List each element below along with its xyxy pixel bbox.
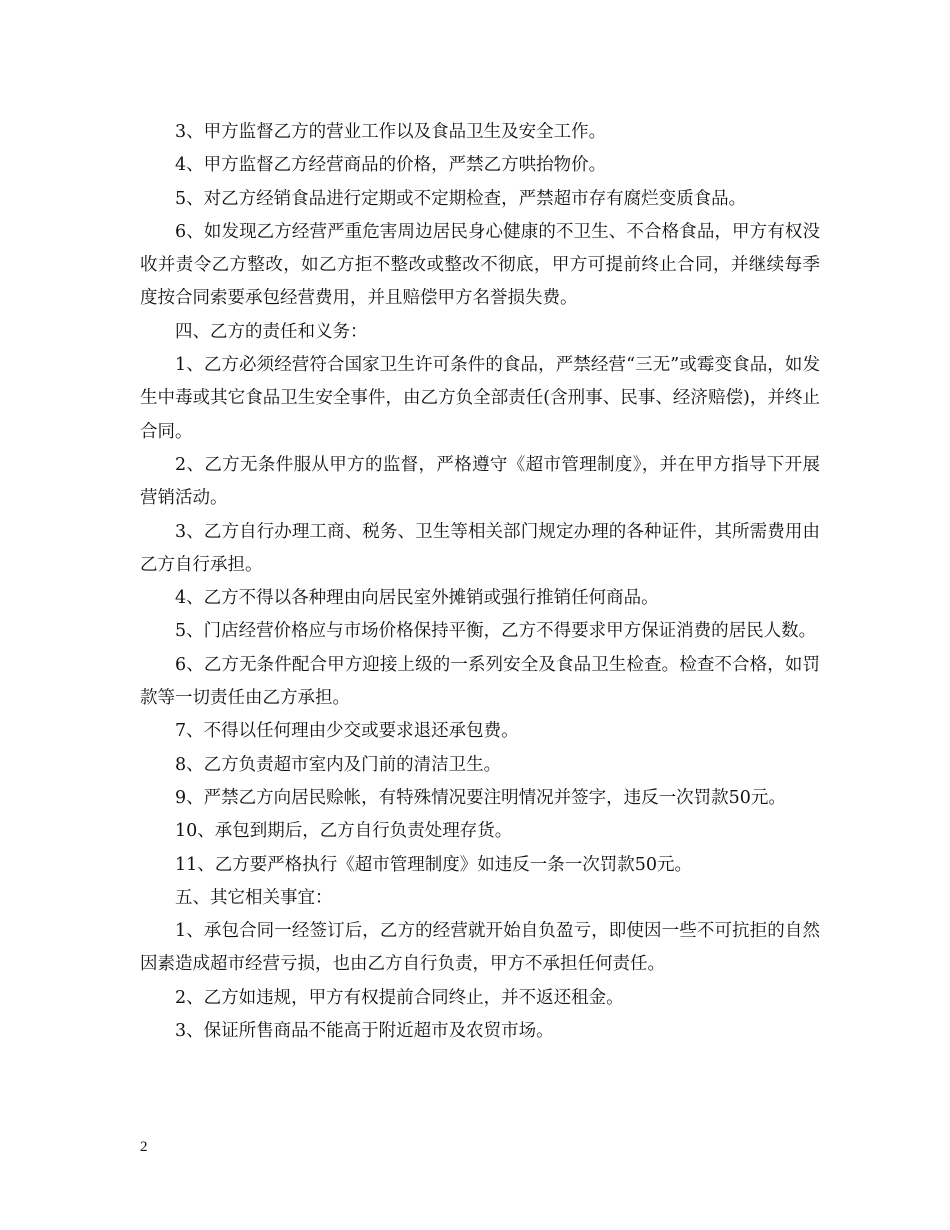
paragraph: 8、乙方负责超市室内及门前的清洁卫生。 [175,754,502,775]
paragraph: 3、甲方监督乙方的营业工作以及食品卫生及安全工作。 [175,122,607,142]
paragraph: 2、乙方如违规，甲方有权提前合同终止，并不返还租金。 [175,987,624,1008]
paragraph: 5、门店经营价格应与市场价格保持平衡，乙方不得要求甲方保证消费的居民人数。 [175,621,817,642]
paragraph: 9、严禁乙方向居民赊帐，有特殊情况要注明情况并签字，违反一次罚款50元。 [175,787,786,808]
paragraph: 4、乙方不得以各种理由向居民室外摊销或强行推销任何商品。 [175,588,659,609]
document-body [140,116,820,1048]
paragraph: 7、不得以任何理由少交或要求退还承包费。 [175,721,519,742]
page-number: 2 [140,1139,148,1155]
paragraph: 3、保证所售商品不能高于附近超市及农贸市场。 [175,1021,554,1042]
paragraph: 10、承包到期后，乙方自行负责处理存货。 [175,821,513,842]
section-heading: 四、乙方的责任和义务： [175,321,368,342]
section-heading: 五、其它相关事宜： [175,887,333,908]
paragraph: 6、如发现乙方经营严重危害周边居民身心健康的不卫生、不合格食品，甲方有权没收并责令乙方整改，如乙方拒不整改或整改不彻底，甲方可提前终止合同，并继续每季度按合同索要承包经营费用，并且赔偿甲方名誉损失费。 [140,221,820,309]
paragraph: 5、对乙方经销食品进行定期或不定期检查，严禁超市存有腐烂变质食品。 [175,188,747,209]
paragraph: 1、承包合同一经签订后，乙方的经营就开始自负盈亏，即使因一些不可抗拒的自然因素造成超市经营亏损，也由乙方自行负责，甲方不承担任何责任。 [140,921,820,975]
paragraph: 4、甲方监督乙方经营商品的价格，严禁乙方哄抬物价。 [175,155,607,176]
paragraph: 11、乙方要严格执行《超市管理制度》如违反一条一次罚款50元。 [175,854,693,875]
paragraph: 3、乙方自行办理工商、税务、卫生等相关部门规定办理的各种证件，其所需费用由乙方自行承担。 [140,521,820,575]
paragraph: 6、乙方无条件配合甲方迎接上级的一系列安全及食品卫生检查。检查不合格，如罚款等一切责任由乙方承担。 [140,654,820,709]
paragraph: 1、乙方必须经营符合国家卫生许可条件的食品，严禁经营“三无”或霉变食品，如发生中毒或其它食品卫生安全事件，由乙方负全部责任(含刑事、民事、经济赔偿)，并终止合同。 [140,355,820,442]
paragraph: 2、乙方无条件服从甲方的监督，严格遵守《超市管理制度》，并在甲方指导下开展营销活动。 [140,454,820,509]
